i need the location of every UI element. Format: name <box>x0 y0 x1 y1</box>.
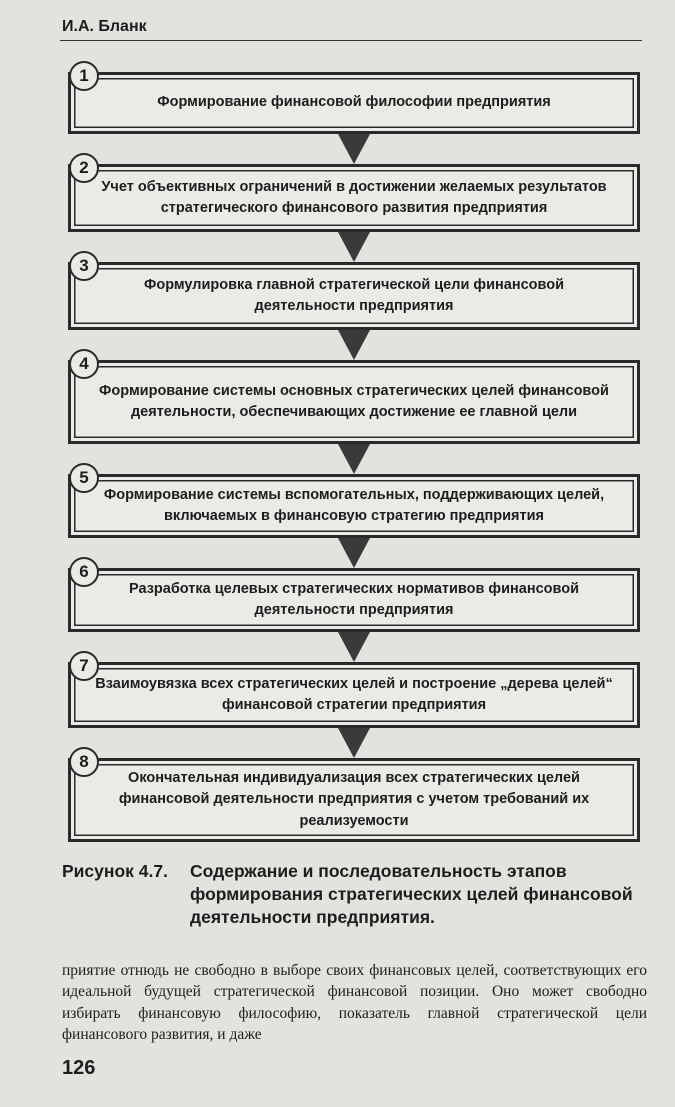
page-number: 126 <box>62 1057 96 1079</box>
header-rule <box>60 40 642 41</box>
running-header-author: И.А. Бланк <box>62 18 147 35</box>
figure-caption-text: Содержание и последовательность этапов формирования стратегических целей финансовой деятельности предприятия. <box>190 861 633 927</box>
flowchart <box>68 62 640 852</box>
step-text: Окончательная индивидуализация всех стратегических целей финансовой деятельности предприятия с учетом требований их реализуемости <box>118 770 590 829</box>
step-number-badge: 7 <box>69 651 99 681</box>
flow-step-2 <box>68 157 640 232</box>
step-text: Формирование финансовой философии предприятия <box>157 94 551 111</box>
step-text: Разработка целевых стратегических нормативов финансовой деятельности предприятия <box>128 580 580 618</box>
step-text: Взаимоувязка всех стратегических целей и построение „дерева целей“ финансовой стратегии предприятия <box>95 675 613 713</box>
step-number-badge: 1 <box>69 61 99 91</box>
step-number-badge: 5 <box>69 463 99 493</box>
flow-step-8 <box>68 751 640 842</box>
step-text: Формулировка главной стратегической цели финансовой деятельности предприятия <box>144 276 564 314</box>
flow-step-4 <box>68 353 640 444</box>
step-number-badge: 4 <box>69 349 99 379</box>
flow-step-1 <box>68 65 640 134</box>
flow-step-7 <box>68 655 640 728</box>
body-paragraph: приятие отнюдь не свободно в выборе своих финансовых целей, соответствующих его идеальной будущей стратегической финансовой позиции. Оно может свободно избирать финансовую философию, показатель главной стратегической цели финансового развития, и даже <box>62 962 647 1044</box>
step-text: Учет объективных ограничений в достижении желаемых результатов стратегического финансового развития предприятия <box>101 178 607 216</box>
step-number-badge: 3 <box>69 251 99 281</box>
step-number-badge: 2 <box>69 153 99 183</box>
flow-step-6 <box>68 561 640 632</box>
figure-caption-label: Рисунок 4.7. <box>62 861 168 881</box>
step-text: Формирование системы основных стратегических целей финансовой деятельности, обеспечивающих достижение ее главной цели <box>99 382 609 420</box>
flow-step-5 <box>68 467 640 538</box>
step-text: Формирование системы вспомогательных, поддерживающих целей, включаемых в финансовую стратегию предприятия <box>103 486 605 524</box>
flow-step-3 <box>68 255 640 330</box>
step-number-badge: 6 <box>69 557 99 587</box>
figure-caption <box>62 860 647 928</box>
step-number-badge: 8 <box>69 747 99 777</box>
